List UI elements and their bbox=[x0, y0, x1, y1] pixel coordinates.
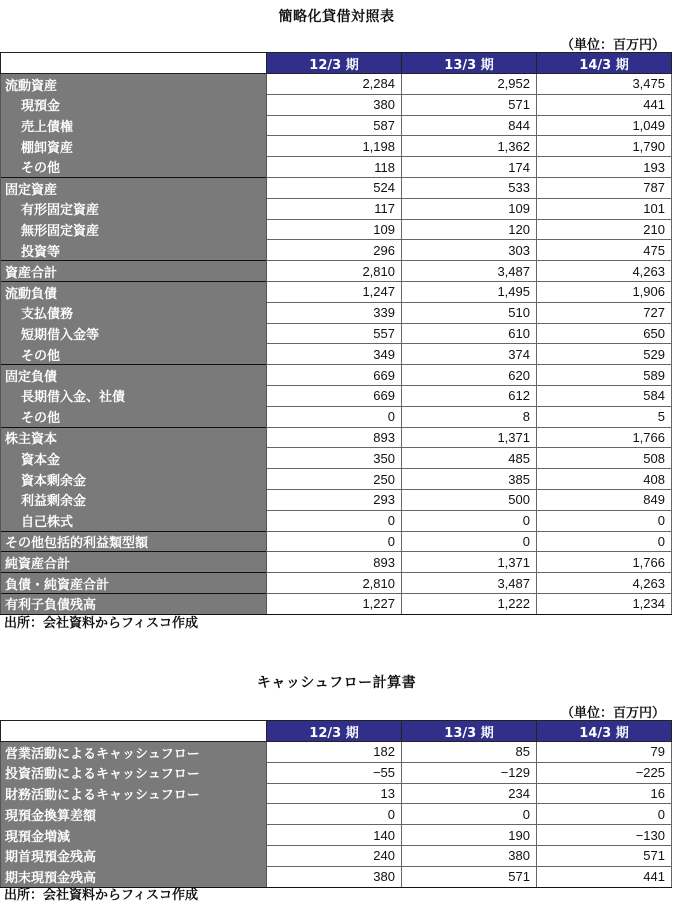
row-label: 現預金増減 bbox=[1, 825, 267, 846]
value-cell: 380 bbox=[267, 866, 402, 887]
value-cell: 0 bbox=[402, 510, 537, 531]
header-blank bbox=[1, 721, 267, 742]
value-cell: 3,487 bbox=[402, 573, 537, 594]
value-cell: 380 bbox=[402, 845, 537, 866]
value-cell: 250 bbox=[267, 469, 402, 490]
row-label: 有形固定資産 bbox=[1, 198, 267, 219]
row-label: 現預金換算差額 bbox=[1, 804, 267, 825]
table-row bbox=[1, 762, 672, 783]
value-cell: 1,790 bbox=[537, 136, 672, 157]
value-cell: 2,284 bbox=[267, 74, 402, 95]
value-cell: 234 bbox=[402, 783, 537, 804]
value-cell: 5 bbox=[537, 406, 672, 427]
row-label: その他 bbox=[1, 406, 267, 427]
value-cell: 510 bbox=[402, 302, 537, 323]
value-cell: 0 bbox=[537, 531, 672, 552]
value-cell: 893 bbox=[267, 552, 402, 573]
row-label: 無形固定資産 bbox=[1, 219, 267, 240]
header-fy13: 13/3 期 bbox=[402, 53, 537, 74]
value-cell: 1,371 bbox=[402, 427, 537, 448]
value-cell: 650 bbox=[537, 323, 672, 344]
table-row bbox=[1, 344, 672, 365]
value-cell: 610 bbox=[402, 323, 537, 344]
table-row bbox=[1, 365, 672, 386]
row-label: 財務活動によるキャッシュフロー bbox=[1, 783, 267, 804]
balance-sheet-unit: （単位：百万円） bbox=[560, 38, 665, 53]
value-cell: 13 bbox=[267, 783, 402, 804]
value-cell: 0 bbox=[267, 531, 402, 552]
cashflow-table bbox=[0, 720, 672, 888]
value-cell: 589 bbox=[537, 365, 672, 386]
value-cell: 240 bbox=[267, 845, 402, 866]
value-cell: 101 bbox=[537, 198, 672, 219]
value-cell: 1,198 bbox=[267, 136, 402, 157]
value-cell: 727 bbox=[537, 302, 672, 323]
header-fy14: 14/3 期 bbox=[537, 721, 672, 742]
cashflow-unit: （単位：百万円） bbox=[560, 706, 665, 721]
value-cell: 0 bbox=[537, 804, 672, 825]
row-label: 投資活動によるキャッシュフロー bbox=[1, 762, 267, 783]
table-row bbox=[1, 825, 672, 846]
value-cell: 109 bbox=[402, 198, 537, 219]
balance-sheet-table bbox=[0, 52, 672, 615]
row-label: 長期借入金、社債 bbox=[1, 385, 267, 406]
value-cell: 296 bbox=[267, 240, 402, 261]
value-cell: 571 bbox=[537, 845, 672, 866]
value-cell: 524 bbox=[267, 177, 402, 198]
value-cell: 4,263 bbox=[537, 573, 672, 594]
value-cell: 485 bbox=[402, 448, 537, 469]
row-label: 資産合計 bbox=[1, 261, 267, 282]
table-row bbox=[1, 385, 672, 406]
table-row bbox=[1, 74, 672, 95]
row-label: 有利子負債残高 bbox=[1, 593, 267, 614]
value-cell: 1,049 bbox=[537, 115, 672, 136]
header-row bbox=[1, 53, 672, 74]
row-label: 純資産合計 bbox=[1, 552, 267, 573]
value-cell: 210 bbox=[537, 219, 672, 240]
value-cell: 140 bbox=[267, 825, 402, 846]
header-fy12: 12/3 期 bbox=[267, 53, 402, 74]
value-cell: 1,371 bbox=[402, 552, 537, 573]
value-cell: 844 bbox=[402, 115, 537, 136]
value-cell: 1,222 bbox=[402, 593, 537, 614]
value-cell: 1,766 bbox=[537, 427, 672, 448]
row-label: 株主資本 bbox=[1, 427, 267, 448]
value-cell: 0 bbox=[537, 510, 672, 531]
value-cell: 339 bbox=[267, 302, 402, 323]
value-cell: 0 bbox=[267, 804, 402, 825]
table-row bbox=[1, 302, 672, 323]
value-cell: −130 bbox=[537, 825, 672, 846]
table-row bbox=[1, 783, 672, 804]
value-cell: 893 bbox=[267, 427, 402, 448]
value-cell: 612 bbox=[402, 385, 537, 406]
value-cell: 79 bbox=[537, 742, 672, 763]
value-cell: 669 bbox=[267, 385, 402, 406]
value-cell: 117 bbox=[267, 198, 402, 219]
balance-sheet-source: 出所：会社資料からフィスコ作成 bbox=[4, 616, 198, 631]
header-fy14: 14/3 期 bbox=[537, 53, 672, 74]
value-cell: 571 bbox=[402, 866, 537, 887]
row-label: 自己株式 bbox=[1, 510, 267, 531]
row-label: 固定負債 bbox=[1, 365, 267, 386]
value-cell: −129 bbox=[402, 762, 537, 783]
value-cell: 380 bbox=[267, 94, 402, 115]
value-cell: 571 bbox=[402, 94, 537, 115]
header-blank bbox=[1, 53, 267, 74]
row-label: 固定資産 bbox=[1, 177, 267, 198]
value-cell: 293 bbox=[267, 489, 402, 510]
table-row bbox=[1, 115, 672, 136]
value-cell: 16 bbox=[537, 783, 672, 804]
table-row bbox=[1, 406, 672, 427]
value-cell: 0 bbox=[402, 531, 537, 552]
value-cell: 8 bbox=[402, 406, 537, 427]
header-fy12: 12/3 期 bbox=[267, 721, 402, 742]
cashflow-source: 出所：会社資料からフィスコ作成 bbox=[4, 888, 198, 903]
table-row bbox=[1, 489, 672, 510]
value-cell: 500 bbox=[402, 489, 537, 510]
cashflow-title: キャッシュフロー計算書 bbox=[256, 675, 417, 691]
table-row bbox=[1, 804, 672, 825]
table-row bbox=[1, 845, 672, 866]
balance-sheet-title: 簡略化貸借対照表 bbox=[278, 9, 395, 25]
row-label: 営業活動によるキャッシュフロー bbox=[1, 742, 267, 763]
value-cell: 1,247 bbox=[267, 281, 402, 302]
value-cell: 529 bbox=[537, 344, 672, 365]
value-cell: 2,810 bbox=[267, 573, 402, 594]
value-cell: −225 bbox=[537, 762, 672, 783]
value-cell: 441 bbox=[537, 94, 672, 115]
value-cell: 3,475 bbox=[537, 74, 672, 95]
value-cell: 385 bbox=[402, 469, 537, 490]
table-row bbox=[1, 573, 672, 594]
row-label: その他 bbox=[1, 157, 267, 178]
value-cell: 109 bbox=[267, 219, 402, 240]
table-row bbox=[1, 177, 672, 198]
table-row bbox=[1, 261, 672, 282]
row-label: 負債・純資産合計 bbox=[1, 573, 267, 594]
value-cell: 303 bbox=[402, 240, 537, 261]
value-cell: 182 bbox=[267, 742, 402, 763]
row-label: 投資等 bbox=[1, 240, 267, 261]
value-cell: 4,263 bbox=[537, 261, 672, 282]
value-cell: 1,362 bbox=[402, 136, 537, 157]
value-cell: 190 bbox=[402, 825, 537, 846]
row-label: 期末現預金残高 bbox=[1, 866, 267, 887]
row-label: 棚卸資産 bbox=[1, 136, 267, 157]
row-label: 期首現預金残高 bbox=[1, 845, 267, 866]
value-cell: 584 bbox=[537, 385, 672, 406]
table-row bbox=[1, 742, 672, 763]
value-cell: 620 bbox=[402, 365, 537, 386]
table-row bbox=[1, 219, 672, 240]
row-label: 流動負債 bbox=[1, 281, 267, 302]
value-cell: 1,234 bbox=[537, 593, 672, 614]
value-cell: 374 bbox=[402, 344, 537, 365]
value-cell: 669 bbox=[267, 365, 402, 386]
table-row bbox=[1, 94, 672, 115]
value-cell: 1,227 bbox=[267, 593, 402, 614]
row-label: 現預金 bbox=[1, 94, 267, 115]
value-cell: 193 bbox=[537, 157, 672, 178]
value-cell: 2,952 bbox=[402, 74, 537, 95]
table-row bbox=[1, 136, 672, 157]
value-cell: 2,810 bbox=[267, 261, 402, 282]
value-cell: 120 bbox=[402, 219, 537, 240]
row-label: 短期借入金等 bbox=[1, 323, 267, 344]
table-row bbox=[1, 323, 672, 344]
table-row bbox=[1, 240, 672, 261]
row-label: 利益剰余金 bbox=[1, 489, 267, 510]
row-label: 資本剰余金 bbox=[1, 469, 267, 490]
table-row bbox=[1, 157, 672, 178]
row-label: 資本金 bbox=[1, 448, 267, 469]
row-label: その他包括的利益類型額 bbox=[1, 531, 267, 552]
value-cell: 0 bbox=[267, 510, 402, 531]
table-row bbox=[1, 531, 672, 552]
row-label: 売上債権 bbox=[1, 115, 267, 136]
table-row bbox=[1, 427, 672, 448]
value-cell: 587 bbox=[267, 115, 402, 136]
table-row bbox=[1, 198, 672, 219]
row-label: 支払債務 bbox=[1, 302, 267, 323]
value-cell: 1,906 bbox=[537, 281, 672, 302]
value-cell: 475 bbox=[537, 240, 672, 261]
value-cell: 174 bbox=[402, 157, 537, 178]
value-cell: 0 bbox=[267, 406, 402, 427]
table-row bbox=[1, 469, 672, 490]
value-cell: 787 bbox=[537, 177, 672, 198]
value-cell: −55 bbox=[267, 762, 402, 783]
value-cell: 1,495 bbox=[402, 281, 537, 302]
header-fy13: 13/3 期 bbox=[402, 721, 537, 742]
row-label: その他 bbox=[1, 344, 267, 365]
header-row bbox=[1, 721, 672, 742]
table-row bbox=[1, 448, 672, 469]
table-row bbox=[1, 510, 672, 531]
value-cell: 849 bbox=[537, 489, 672, 510]
value-cell: 1,766 bbox=[537, 552, 672, 573]
value-cell: 557 bbox=[267, 323, 402, 344]
value-cell: 349 bbox=[267, 344, 402, 365]
value-cell: 3,487 bbox=[402, 261, 537, 282]
value-cell: 85 bbox=[402, 742, 537, 763]
table-row bbox=[1, 552, 672, 573]
table-row bbox=[1, 281, 672, 302]
value-cell: 408 bbox=[537, 469, 672, 490]
row-label: 流動資産 bbox=[1, 74, 267, 95]
value-cell: 118 bbox=[267, 157, 402, 178]
value-cell: 0 bbox=[402, 804, 537, 825]
value-cell: 533 bbox=[402, 177, 537, 198]
value-cell: 508 bbox=[537, 448, 672, 469]
value-cell: 350 bbox=[267, 448, 402, 469]
value-cell: 441 bbox=[537, 866, 672, 887]
